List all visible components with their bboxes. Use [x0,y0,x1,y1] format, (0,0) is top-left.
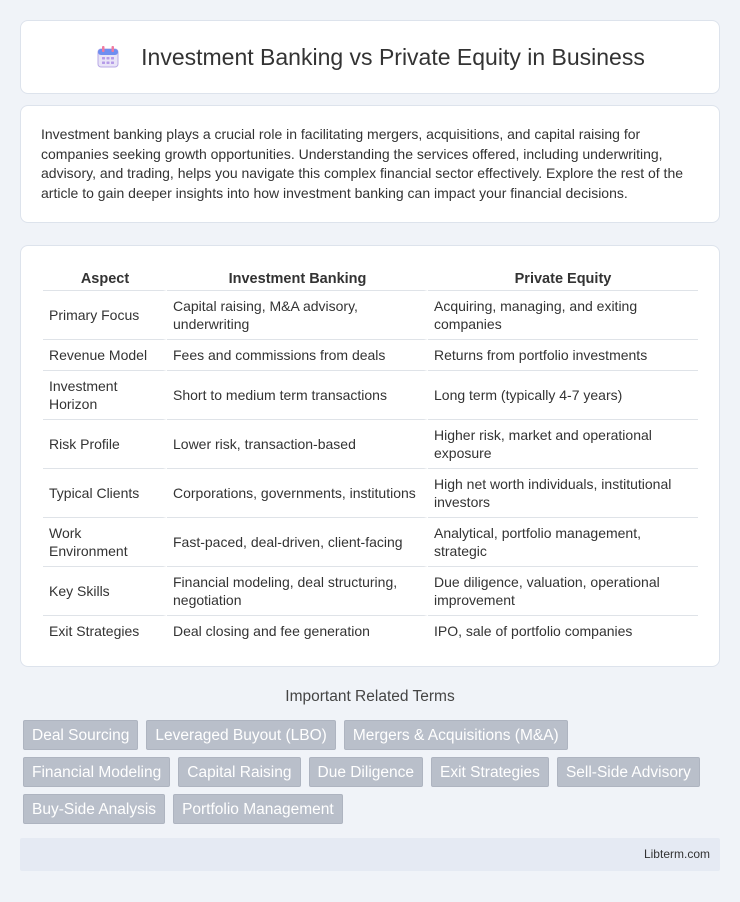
table-row [43,370,698,419]
table-cell: Primary Focus [43,290,167,339]
comparison-table [43,266,698,646]
table-row [43,419,698,468]
comparison-card [20,245,720,667]
table-cell: High net worth individuals, institutional investors [428,468,698,517]
table-cell: Investment Horizon [43,370,167,419]
table-row [43,339,698,370]
table-cell: Short to medium term transactions [167,370,428,419]
table-row [43,468,698,517]
related-term-tag[interactable]: Exit Strategies [431,757,549,787]
related-term-tag[interactable]: Leveraged Buyout (LBO) [146,720,335,750]
table-cell: Exit Strategies [43,615,167,646]
calendar-icon [95,44,121,70]
column-header-aspect: Aspect [80,271,130,287]
table-cell: Financial modeling, deal structuring, negotiation [167,566,428,615]
table-cell: Analytical, portfolio management, strategic [428,517,698,566]
related-terms-list [23,720,713,824]
table-cell: Revenue Model [43,339,167,370]
related-term-tag[interactable]: Deal Sourcing [23,720,138,750]
table-cell: Acquiring, managing, and exiting companies [428,290,698,339]
table-row [43,290,698,339]
table-cell: Typical Clients [43,468,167,517]
table-cell: Corporations, governments, institutions [167,468,428,517]
related-term-tag[interactable]: Financial Modeling [23,757,170,787]
table-cell: Due diligence, valuation, operational improvement [428,566,698,615]
column-header-private-equity: Private Equity [514,271,612,287]
related-term-tag[interactable]: Due Diligence [309,757,424,787]
table-cell: Higher risk, market and operational exposure [428,419,698,468]
table-header-row [43,266,698,290]
table-row [43,615,698,646]
related-terms-title: Important Related Terms [285,688,455,705]
table-cell: Fast-paced, deal-driven, client-facing [167,517,428,566]
table-row [43,566,698,615]
table-cell: Lower risk, transaction-based [167,419,428,468]
table-row [43,517,698,566]
related-term-tag[interactable]: Buy-Side Analysis [23,794,165,824]
table-cell: Returns from portfolio investments [428,339,698,370]
column-header-investment-banking: Investment Banking [228,271,367,287]
table-cell: Deal closing and fee generation [167,615,428,646]
related-term-tag[interactable]: Capital Raising [178,757,300,787]
related-term-tag[interactable]: Portfolio Management [173,794,343,824]
related-term-tag[interactable]: Mergers & Acquisitions (M&A) [344,720,568,750]
table-cell: Key Skills [43,566,167,615]
table-cell: Capital raising, M&A advisory, underwriting [167,290,428,339]
page-title: Investment Banking vs Private Equity in Business [141,43,645,70]
intro-card [20,105,720,223]
table-cell: Long term (typically 4-7 years) [428,370,698,419]
related-term-tag[interactable]: Sell-Side Advisory [557,757,700,787]
intro-text: Investment banking plays a crucial role in facilitating mergers, acquisitions, and capital raising for companies seeking growth opportunities. Understanding the services offered, including underwriting, advisory, and trading, helps you navigate this complex financial sector effectively. Explore the rest of the article to gain deeper insights into how investment banking can impact your financial decisions. [41,126,684,201]
table-cell: Work Environment [43,517,167,566]
table-cell: Fees and commissions from deals [167,339,428,370]
footer [20,838,720,871]
table-cell: IPO, sale of portfolio companies [428,615,698,646]
title-card [20,20,720,94]
table-cell: Risk Profile [43,419,167,468]
footer-site-link[interactable]: Libterm.com [643,847,710,861]
